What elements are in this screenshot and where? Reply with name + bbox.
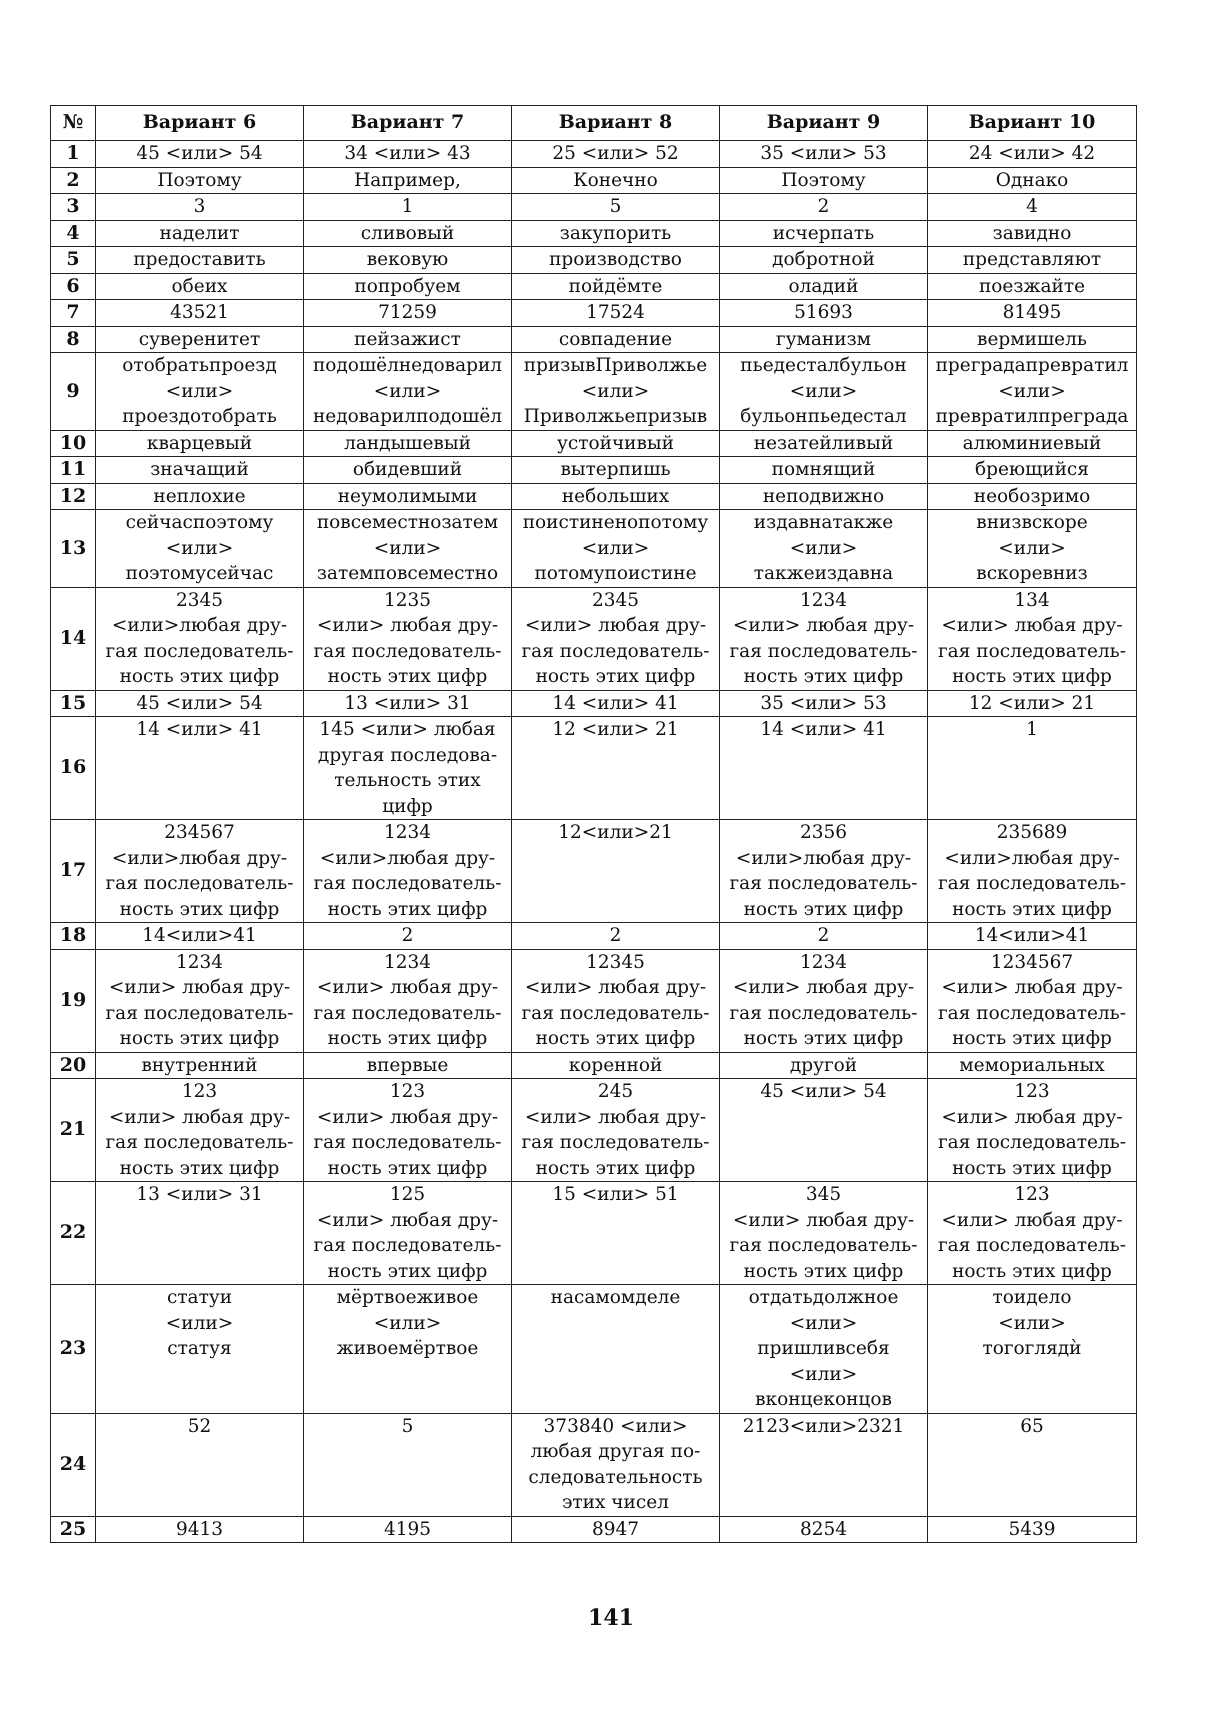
answer-cell-variant-9: 51693 <box>720 300 928 327</box>
answer-cell-variant-8: Конечно <box>512 167 720 194</box>
header-variant-8: Вариант 8 <box>512 106 720 141</box>
answer-cell-variant-6: 234567 <или>любая дру- гая последователь- ность этих цифр <box>96 820 304 923</box>
row-number: 4 <box>51 220 96 247</box>
row-number: 2 <box>51 167 96 194</box>
table-row <box>51 457 1137 484</box>
table-row <box>51 587 1137 690</box>
answer-cell-variant-8: небольших <box>512 483 720 510</box>
answer-cell-variant-10: 24 <или> 42 <box>928 141 1137 168</box>
table-row <box>51 220 1137 247</box>
table-row <box>51 1516 1137 1543</box>
answer-cell-variant-6: обеих <box>96 273 304 300</box>
answer-cell-variant-9: помнящий <box>720 457 928 484</box>
answer-cell-variant-10: 14<или>41 <box>928 923 1137 950</box>
row-number: 14 <box>51 587 96 690</box>
header-variant-7: Вариант 7 <box>304 106 512 141</box>
table-row <box>51 1052 1137 1079</box>
answer-cell-variant-10: 81495 <box>928 300 1137 327</box>
answer-cell-variant-8: вытерпишь <box>512 457 720 484</box>
header-variant-10: Вариант 10 <box>928 106 1137 141</box>
answer-cell-variant-10: 1 <box>928 717 1137 820</box>
table-row <box>51 1079 1137 1182</box>
answer-cell-variant-10: вермишель <box>928 326 1137 353</box>
answer-cell-variant-7: мёртвоеживое <или> живоемёртвое <box>304 1285 512 1414</box>
answer-cell-variant-9: 8254 <box>720 1516 928 1543</box>
table-row <box>51 300 1137 327</box>
answer-cell-variant-9: исчерпать <box>720 220 928 247</box>
answer-cell-variant-7: 13 <или> 31 <box>304 690 512 717</box>
answer-cell-variant-9: 2123<или>2321 <box>720 1413 928 1516</box>
header-number: № <box>51 106 96 141</box>
row-number: 7 <box>51 300 96 327</box>
answer-cell-variant-6: значащий <box>96 457 304 484</box>
answer-cell-variant-6: 123 <или> любая дру- гая последователь- ность этих цифр <box>96 1079 304 1182</box>
answer-cell-variant-8: 5 <box>512 194 720 221</box>
answer-cell-variant-8: 14 <или> 41 <box>512 690 720 717</box>
answer-cell-variant-7: неумолимыми <box>304 483 512 510</box>
header-row <box>51 106 1137 141</box>
answer-cell-variant-9: добротной <box>720 247 928 274</box>
answer-cell-variant-7: вековую <box>304 247 512 274</box>
answer-cell-variant-10: 134 <или> любая дру- гая последователь- ность этих цифр <box>928 587 1137 690</box>
answer-cell-variant-9: другой <box>720 1052 928 1079</box>
row-number: 13 <box>51 510 96 588</box>
answer-cell-variant-8: 15 <или> 51 <box>512 1182 720 1285</box>
answer-cell-variant-7: пейзажист <box>304 326 512 353</box>
answer-cell-variant-7: обидевший <box>304 457 512 484</box>
table-row <box>51 1182 1137 1285</box>
row-number: 9 <box>51 353 96 431</box>
answer-cell-variant-8: 2 <box>512 923 720 950</box>
answer-cell-variant-10: поезжайте <box>928 273 1137 300</box>
table-row <box>51 167 1137 194</box>
answer-cell-variant-8: закупорить <box>512 220 720 247</box>
row-number: 6 <box>51 273 96 300</box>
answer-cell-variant-8: 2345 <или> любая дру- гая последователь- ность этих цифр <box>512 587 720 690</box>
answer-cell-variant-10: завидно <box>928 220 1137 247</box>
answer-cell-variant-6: 9413 <box>96 1516 304 1543</box>
table-body <box>51 141 1137 1543</box>
table-row <box>51 353 1137 431</box>
answer-cell-variant-6: отобратьпроезд <или> проездотобрать <box>96 353 304 431</box>
row-number: 15 <box>51 690 96 717</box>
table-row <box>51 141 1137 168</box>
answer-cell-variant-10: необозримо <box>928 483 1137 510</box>
row-number: 12 <box>51 483 96 510</box>
answer-cell-variant-7: Например, <box>304 167 512 194</box>
answer-cell-variant-6: внутренний <box>96 1052 304 1079</box>
answer-cell-variant-9: 45 <или> 54 <box>720 1079 928 1182</box>
answer-cell-variant-9: 14 <или> 41 <box>720 717 928 820</box>
page-number: 141 <box>588 1605 634 1631</box>
answer-cell-variant-8: насамомделе <box>512 1285 720 1414</box>
answer-cell-variant-9: 2 <box>720 194 928 221</box>
row-number: 22 <box>51 1182 96 1285</box>
answer-cell-variant-6: 3 <box>96 194 304 221</box>
row-number: 5 <box>51 247 96 274</box>
answer-cell-variant-6: кварцевый <box>96 430 304 457</box>
answer-cell-variant-8: производство <box>512 247 720 274</box>
table-row <box>51 247 1137 274</box>
answer-cell-variant-10: 65 <box>928 1413 1137 1516</box>
answer-cell-variant-8: 12345 <или> любая дру- гая последователь- ность этих цифр <box>512 949 720 1052</box>
answer-cell-variant-8: коренной <box>512 1052 720 1079</box>
answer-cell-variant-9: гуманизм <box>720 326 928 353</box>
row-number: 8 <box>51 326 96 353</box>
answer-cell-variant-7: повсеместнозатем <или> затемповсеместно <box>304 510 512 588</box>
answer-cell-variant-6: 14<или>41 <box>96 923 304 950</box>
table-row <box>51 483 1137 510</box>
answer-cell-variant-10: Однако <box>928 167 1137 194</box>
answer-cell-variant-6: 52 <box>96 1413 304 1516</box>
answer-cell-variant-6: 43521 <box>96 300 304 327</box>
row-number: 17 <box>51 820 96 923</box>
answer-cell-variant-8: пойдёмте <box>512 273 720 300</box>
row-number: 25 <box>51 1516 96 1543</box>
answer-cell-variant-8: 12<или>21 <box>512 820 720 923</box>
answer-cell-variant-8: 12 <или> 21 <box>512 717 720 820</box>
answer-cell-variant-7: 71259 <box>304 300 512 327</box>
answer-cell-variant-6: 2345 <или>любая дру- гая последователь- ность этих цифр <box>96 587 304 690</box>
row-number: 3 <box>51 194 96 221</box>
row-number: 21 <box>51 1079 96 1182</box>
table-row <box>51 1413 1137 1516</box>
answer-cell-variant-6: статуи <или> статуя <box>96 1285 304 1414</box>
answer-cell-variant-10: 123 <или> любая дру- гая последователь- ность этих цифр <box>928 1182 1137 1285</box>
answer-cell-variant-10: внизвскоре <или> вскоревниз <box>928 510 1137 588</box>
answer-cell-variant-7: 34 <или> 43 <box>304 141 512 168</box>
answer-cell-variant-9: Поэтому <box>720 167 928 194</box>
answer-cell-variant-7: 1235 <или> любая дру- гая последователь- ность этих цифр <box>304 587 512 690</box>
row-number: 10 <box>51 430 96 457</box>
answer-cell-variant-9: оладий <box>720 273 928 300</box>
answer-cell-variant-6: неплохие <box>96 483 304 510</box>
header-variant-6: Вариант 6 <box>96 106 304 141</box>
answer-cell-variant-7: впервые <box>304 1052 512 1079</box>
answer-cell-variant-9: пьедесталбульон <или> бульонпьедестал <box>720 353 928 431</box>
answer-cell-variant-8: устойчивый <box>512 430 720 457</box>
answer-cell-variant-9: неподвижно <box>720 483 928 510</box>
row-number: 16 <box>51 717 96 820</box>
answer-cell-variant-8: 17524 <box>512 300 720 327</box>
answer-cell-variant-9: издавнатакже <или> такжеиздавна <box>720 510 928 588</box>
table-row <box>51 949 1137 1052</box>
answer-cell-variant-6: 13 <или> 31 <box>96 1182 304 1285</box>
answer-cell-variant-9: 1234 <или> любая дру- гая последователь- ность этих цифр <box>720 587 928 690</box>
answer-cell-variant-7: ландышевый <box>304 430 512 457</box>
table-row <box>51 717 1137 820</box>
answer-cell-variant-8: совпадение <box>512 326 720 353</box>
answer-cell-variant-9: 35 <или> 53 <box>720 690 928 717</box>
answer-cell-variant-6: сейчаспоэтому <или> поэтомусейчас <box>96 510 304 588</box>
answer-cell-variant-6: 45 <или> 54 <box>96 141 304 168</box>
answer-cell-variant-9: 2356 <или>любая дру- гая последователь- ность этих цифр <box>720 820 928 923</box>
table-row <box>51 194 1137 221</box>
table-row <box>51 326 1137 353</box>
row-number: 19 <box>51 949 96 1052</box>
answer-cell-variant-8: 8947 <box>512 1516 720 1543</box>
row-number: 18 <box>51 923 96 950</box>
answer-cell-variant-10: 123 <или> любая дру- гая последователь- ность этих цифр <box>928 1079 1137 1182</box>
answer-cell-variant-8: 25 <или> 52 <box>512 141 720 168</box>
answer-cell-variant-6: 14 <или> 41 <box>96 717 304 820</box>
table-row <box>51 510 1137 588</box>
table-row <box>51 820 1137 923</box>
answer-cell-variant-7: сливовый <box>304 220 512 247</box>
table-row <box>51 690 1137 717</box>
table-row <box>51 1285 1137 1414</box>
answer-cell-variant-9: 2 <box>720 923 928 950</box>
answer-cell-variant-10: представляют <box>928 247 1137 274</box>
answer-cell-variant-8: призывПриволжье <или> Приволжьепризыв <box>512 353 720 431</box>
answer-cell-variant-9: 35 <или> 53 <box>720 141 928 168</box>
answer-table <box>50 105 1137 1543</box>
answer-cell-variant-7: 1 <box>304 194 512 221</box>
row-number: 20 <box>51 1052 96 1079</box>
answer-cell-variant-10: мемориальных <box>928 1052 1137 1079</box>
answer-cell-variant-9: 1234 <или> любая дру- гая последователь- ность этих цифр <box>720 949 928 1052</box>
row-number: 11 <box>51 457 96 484</box>
answer-cell-variant-7: 4195 <box>304 1516 512 1543</box>
answer-cell-variant-9: 345 <или> любая дру- гая последователь- ность этих цифр <box>720 1182 928 1285</box>
answer-cell-variant-7: 145 <или> любая другая последова- тельность этих цифр <box>304 717 512 820</box>
table-row <box>51 273 1137 300</box>
answer-cell-variant-8: 245 <или> любая дру- гая последователь- ность этих цифр <box>512 1079 720 1182</box>
answer-cell-variant-10: 4 <box>928 194 1137 221</box>
answer-cell-variant-10: 235689 <или>любая дру- гая последователь- ность этих цифр <box>928 820 1137 923</box>
row-number: 23 <box>51 1285 96 1414</box>
answer-cell-variant-7: попробуем <box>304 273 512 300</box>
table-row <box>51 923 1137 950</box>
answer-cell-variant-6: предоставить <box>96 247 304 274</box>
answer-cell-variant-10: тоидело <или> тогоглядѝ <box>928 1285 1137 1414</box>
answer-cell-variant-10: 12 <или> 21 <box>928 690 1137 717</box>
answer-cell-variant-6: суверенитет <box>96 326 304 353</box>
answer-cell-variant-10: бреющийся <box>928 457 1137 484</box>
answer-cell-variant-6: наделит <box>96 220 304 247</box>
answer-cell-variant-7: 5 <box>304 1413 512 1516</box>
answer-cell-variant-7: 125 <или> любая дру- гая последователь- ность этих цифр <box>304 1182 512 1285</box>
answer-cell-variant-8: 373840 <или> любая другая по- следовательность этих чисел <box>512 1413 720 1516</box>
header-variant-9: Вариант 9 <box>720 106 928 141</box>
answer-cell-variant-6: 45 <или> 54 <box>96 690 304 717</box>
answer-cell-variant-10: алюминиевый <box>928 430 1137 457</box>
answer-cell-variant-7: 1234 <или>любая дру- гая последователь- ность этих цифр <box>304 820 512 923</box>
answer-cell-variant-10: 1234567 <или> любая дру- гая последователь- ность этих цифр <box>928 949 1137 1052</box>
row-number: 1 <box>51 141 96 168</box>
answer-cell-variant-9: незатейливый <box>720 430 928 457</box>
answer-cell-variant-6: Поэтому <box>96 167 304 194</box>
answer-cell-variant-7: 2 <box>304 923 512 950</box>
answer-cell-variant-7: 1234 <или> любая дру- гая последователь- ность этих цифр <box>304 949 512 1052</box>
answer-cell-variant-6: 1234 <или> любая дру- гая последователь- ность этих цифр <box>96 949 304 1052</box>
answer-cell-variant-8: поистиненопотому <или> потомупоистине <box>512 510 720 588</box>
table-row <box>51 430 1137 457</box>
answer-cell-variant-7: подошёлнедоварил <или> недоварилподошёл <box>304 353 512 431</box>
row-number: 24 <box>51 1413 96 1516</box>
answer-cell-variant-9: отдатьдолжное <или> пришливсебя <или> вконцеконцов <box>720 1285 928 1414</box>
answer-cell-variant-10: преградапревратил <или> превратилпреграда <box>928 353 1137 431</box>
answer-cell-variant-7: 123 <или> любая дру- гая последователь- ность этих цифр <box>304 1079 512 1182</box>
answer-cell-variant-10: 5439 <box>928 1516 1137 1543</box>
